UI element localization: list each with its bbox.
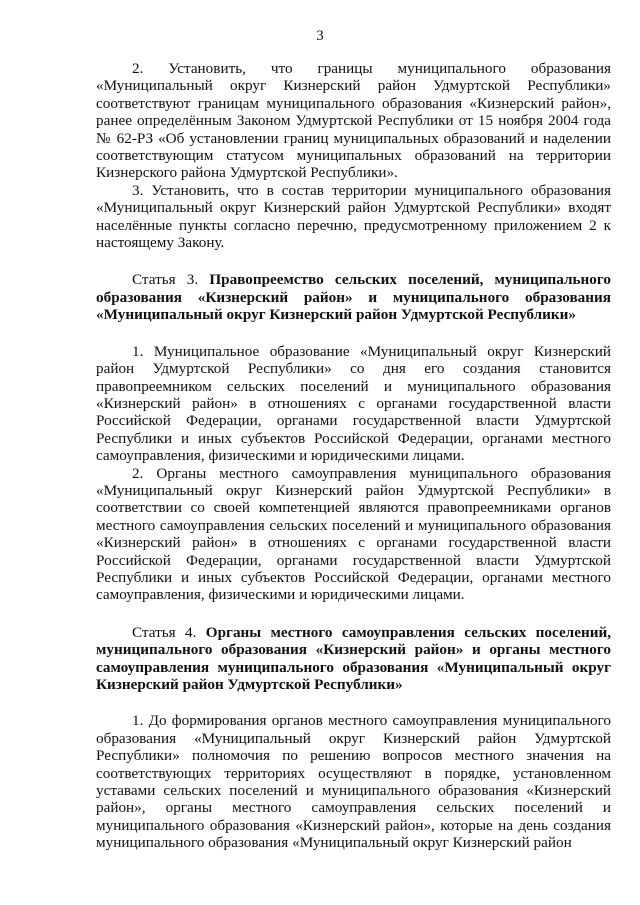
article-3-title: Правопреемство сельских поселений, муниципального образования «Кизнерский район» и муниципального образования «Муниципальный округ Кизнерский район Удмуртской Республики»	[96, 271, 611, 324]
article-3-label: Статья 3.	[132, 271, 210, 289]
paragraph: 1. Муниципальное образование «Муниципальный округ Кизнерский район Удмуртской Республики» со дня его создания становится правопреемником сельских поселений и муниципального образования «Кизнерский район» в отношениях с органами государственной власти Российской Федерации, органами государственной власти Удмуртской Республики и иных субъектов Российской Федерации, органами местного самоуправления, физическими и юридическими лицами.	[96, 342, 611, 465]
paragraph: 1. До формирования органов местного самоуправления муниципального образования «Муниципальный округ Кизнерский район Удмуртской Республики» полномочия по решению вопросов местного значения на соответствующих территориях осуществляют в порядке, установленном уставами сельских поселений и муниципального образования «Кизнерский район», органы местного самоуправления сельских поселений и муниципального образования «Кизнерский район», которые на день создания муниципального образования «Муниципальный округ Кизнерский район	[96, 712, 611, 852]
article-4-title: Органы местного самоуправления сельских поселений, муниципального образования «Кизнерский район» и органы местного самоуправления муниципального образования «Муниципальный округ Кизнерский район Удмуртской Республики»	[96, 623, 611, 693]
paragraph: 3. Установить, что в состав территории муниципального образования «Муниципальный округ Кизнерский район Удмуртской Республики» входят населённые пункты согласно перечню, предусмотренному приложением 2 к настоящему Закону.	[96, 181, 611, 252]
paragraph: 2. Установить, что границы муниципального образования «Муниципальный округ Кизнерский район Удмуртской Республики» соответствуют границам муниципального образования «Кизнерский район», ранее определённым Законом Удмуртской Республики от 15 ноября 2004 года № 62-РЗ «Об установлении границ муниципальных образований и наделении соответствующим статусом муниципальных образований на территории Кизнерского района Удмуртской Республики».	[96, 60, 611, 182]
article-4-heading	[96, 624, 611, 694]
paragraph: 2. Органы местного самоуправления муниципального образования «Муниципальный округ Кизнерский район Удмуртской Республики» в соответствии со своей компетенцией являются правопреемниками органов местного самоуправления сельских поселений и муниципального образования «Кизнерский район» в отношениях с органами государственной власти Российской Федерации, органами государственной власти Удмуртской Республики и иных субъектов Российской Федерации, органами местного самоуправления, физическими и юридическими лицами.	[96, 464, 611, 604]
article-3-heading	[96, 271, 611, 323]
document-body	[96, 60, 611, 852]
page-number: 3	[316, 28, 324, 44]
article-4-label: Статья 4.	[132, 623, 206, 641]
